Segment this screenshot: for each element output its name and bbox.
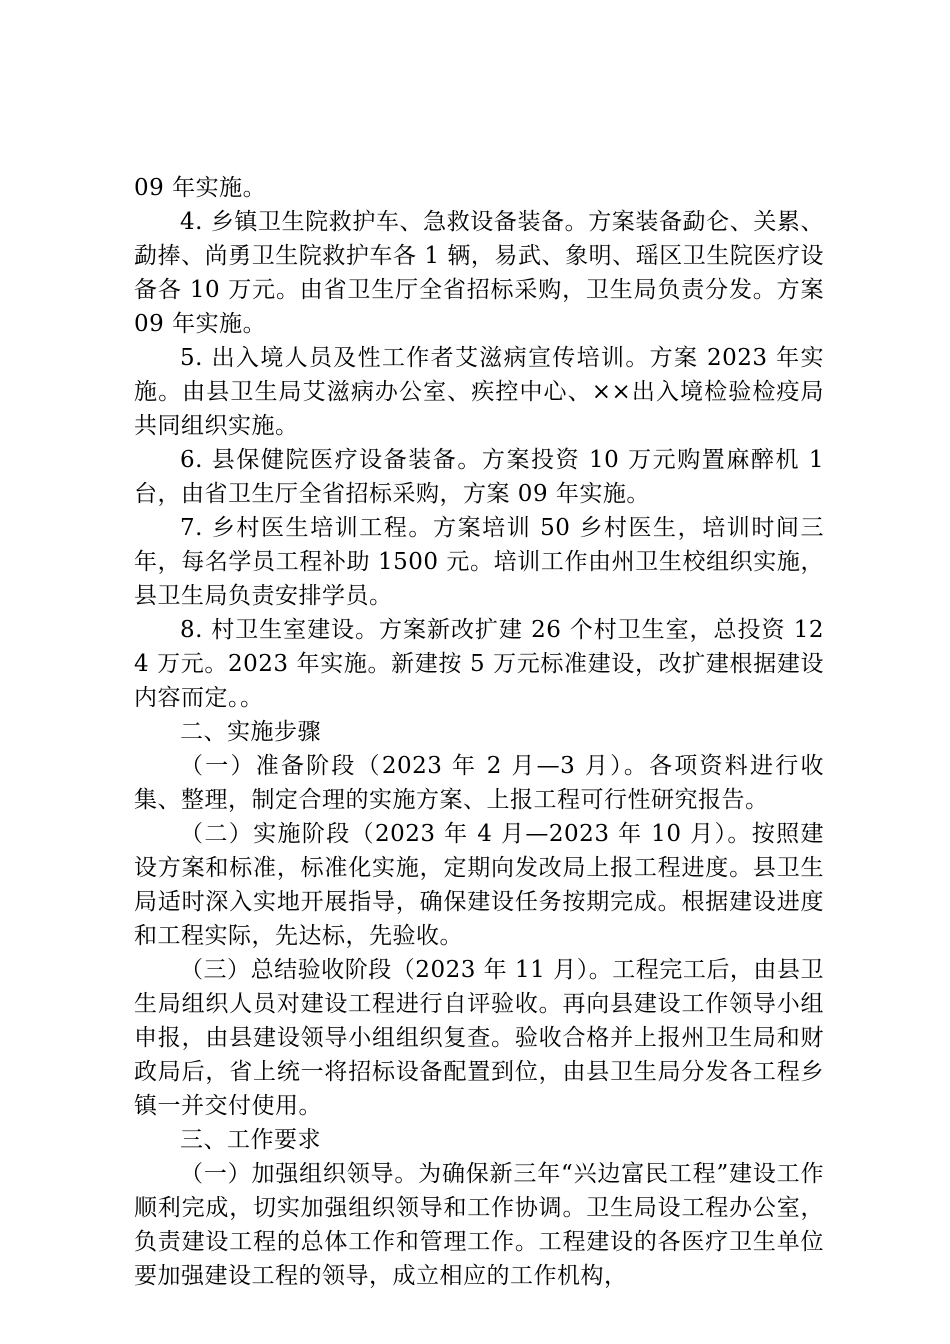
paragraph-item-7: 7. 乡村医生培训工程。方案培训 50 乡村医生，培训时间三年，每名学员工程补助 1500 元。培训工作由州卫生校组织实施，县卫生局负责安排学员。 (134, 515, 824, 609)
paragraph-step-2: （二）实施阶段（2023 年 4 月—2023 年 10 月）。按照建设方案和标准，标准化实施，定期向发改局上报工程进度。县卫生局适时深入实地开展指导，确保建设任务按期完成。根据建设进度和工程实际，先达标，先验收。 (134, 821, 824, 949)
paragraph-item-4: 4. 乡镇卫生院救护车、急救设备装备。方案装备勐仑、关累、勐捧、尚勇卫生院救护车各 1 辆，易武、象明、瑶区卫生院医疗设备各 10 万元。由省卫生厅全省招标采购，卫生局负责分发。方案 09 年实施。 (134, 209, 824, 337)
section-heading-3: 三、工作要求 (180, 1127, 321, 1153)
paragraph-requirement-1: （一）加强组织领导。为确保新三年“兴边富民工程”建设工作顺利完成，切实加强组织领导和工作协调。卫生局设工程办公室，负责建设工程的总体工作和管理工作。工程建设的各医疗卫生单位要加强建设工程的领导，成立相应的工作机构， (134, 1161, 824, 1289)
paragraph-step-3: （三）总结验收阶段（2023 年 11 月）。工程完工后，由县卫生局组织人员对建设工程进行自评验收。再向县建设工作领导小组申报，由县建设领导小组组织复查。验收合格并上报州卫生局和财政局后，省上统一将招标设备配置到位，由县卫生局分发各工程乡镇一并交付使用。 (134, 957, 824, 1119)
paragraph-continuation: 09 年实施。 (134, 175, 267, 201)
section-heading-2: 二、实施步骤 (180, 719, 321, 745)
paragraph-item-8: 8. 村卫生室建设。方案新改扩建 26 个村卫生室，总投资 124 万元。2023 年实施。新建按 5 万元标准建设，改扩建根据建设内容而定。。 (134, 617, 824, 711)
paragraph-item-6: 6. 县保健院医疗设备装备。方案投资 10 万元购置麻醉机 1 台，由省卫生厅全省招标采购，方案 09 年实施。 (134, 447, 824, 507)
paragraph-item-5: 5. 出入境人员及性工作者艾滋病宣传培训。方案 2023 年实施。由县卫生局艾滋病办公室、疾控中心、××出入境检验检疫局共同组织实施。 (134, 345, 824, 439)
document-body (134, 171, 824, 1293)
paragraph-step-1: （一）准备阶段（2023 年 2 月—3 月）。各项资料进行收集、整理，制定合理的实施方案、上报工程可行性研究报告。 (134, 753, 824, 813)
